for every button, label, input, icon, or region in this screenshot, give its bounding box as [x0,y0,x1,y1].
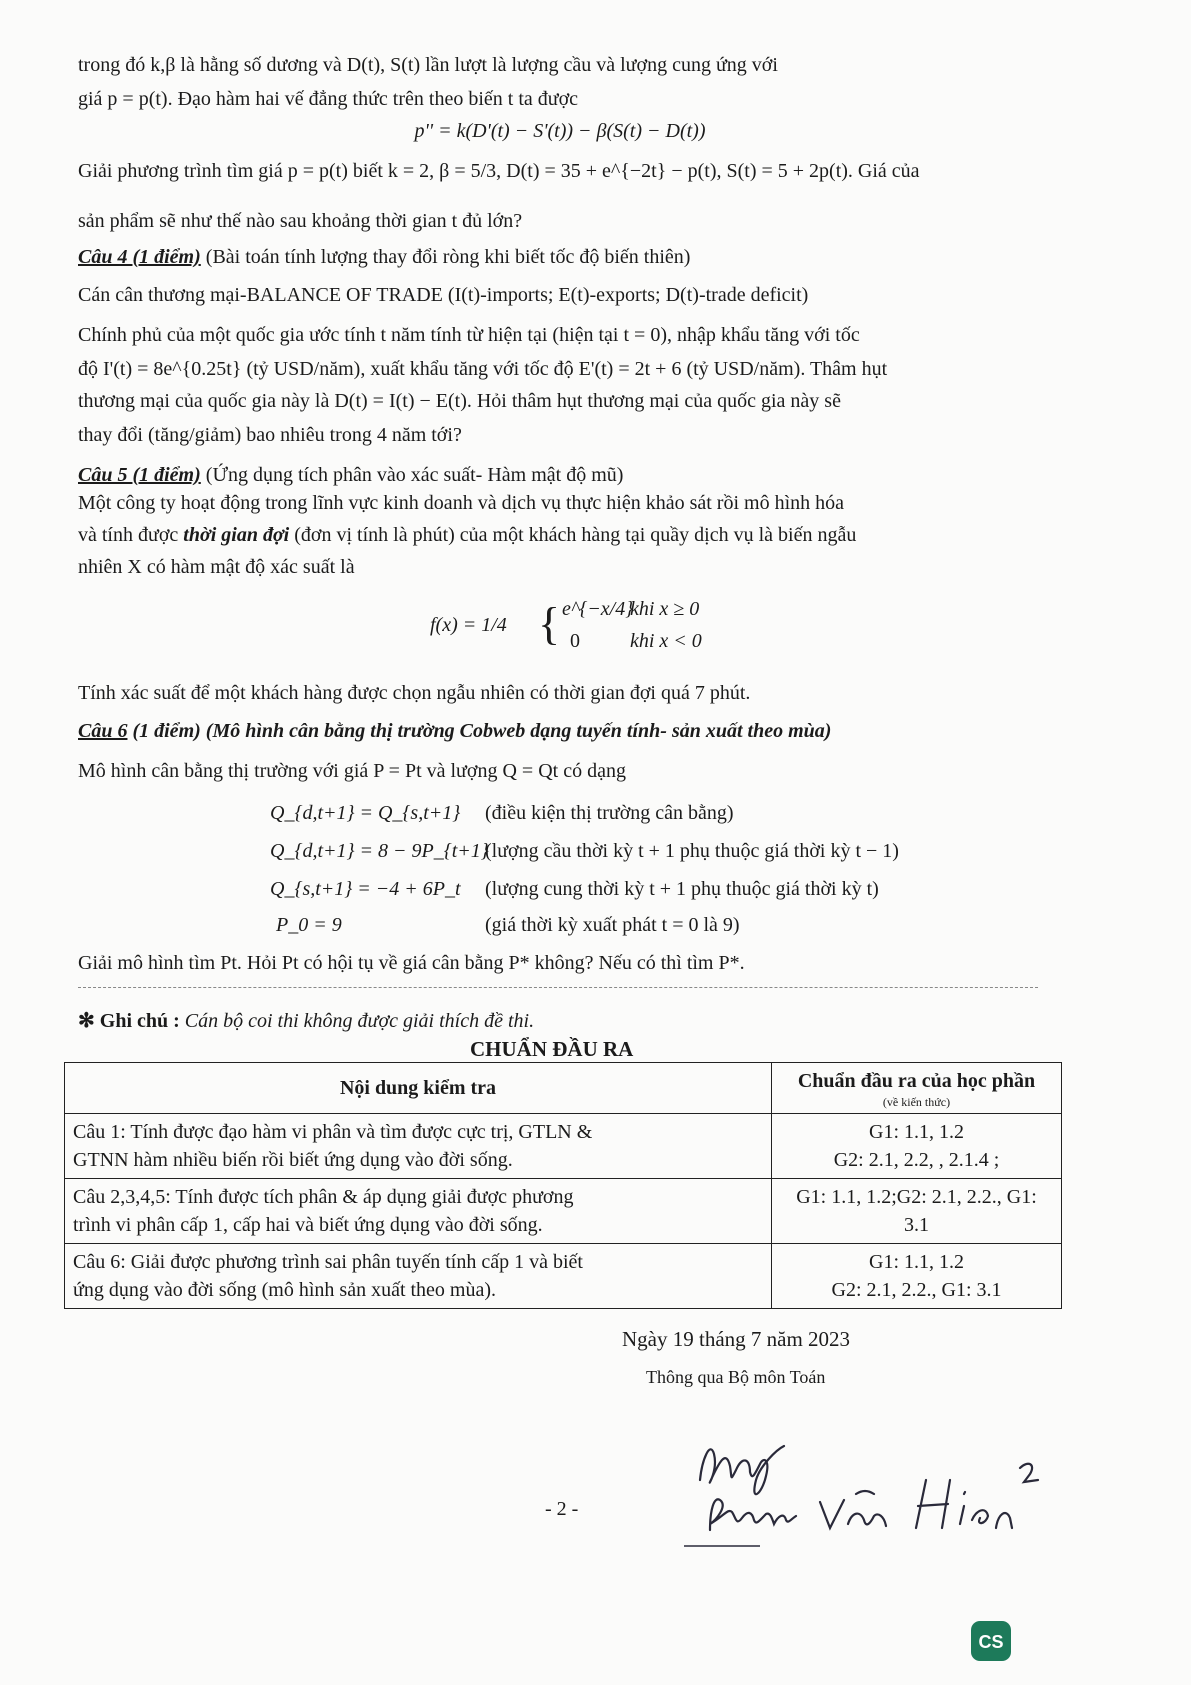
note-text: Cán bộ coi thi không được giải thích đề thi. [184,1010,535,1032]
signature-icon [680,1420,1060,1550]
cell-line: ứng dụng vào đời sống (mô hình sản xuất theo mùa). [73,1279,497,1301]
divider [78,987,1038,988]
table-row [65,1179,1062,1244]
density-case-2-cond: khi x < 0 [630,630,702,652]
cell-line: G2: 2.1, 2.2., G1: 3.1 [831,1279,1002,1301]
table-cell-outcome [772,1179,1062,1244]
text-line: Giải mô hình tìm Pt. Hỏi Pt có hội tụ về giá cân bằng P* không? Nếu có thì tìm P*. [78,952,745,974]
equation: Q_{d,t+1} = Q_{s,t+1} [270,802,461,824]
emphasis: thời gian đợi [183,524,290,546]
text-line: Một công ty hoạt động trong lĩnh vực kinh doanh và dịch vụ thực hiện khảo sát rồi mô hình hóa [78,492,845,514]
text-part: và tính được [78,524,184,546]
question-label: Câu 6 [78,720,128,742]
question-label: Câu 5 (1 điểm) [78,464,201,486]
cell-line: Câu 2,3,4,5: Tính được tích phân & áp dụng giải được phương [73,1186,574,1208]
question-6-heading [78,718,831,744]
equation: Q_{s,t+1} = −4 + 6P_t [270,878,461,900]
table-row [65,1114,1062,1179]
text-line: thương mại của quốc gia này là D(t) = I(t) − E(t). Hỏi thâm hụt thương mại của quốc gia này sẽ [78,390,841,412]
density-lhs: f(x) = 1/4 [430,614,507,636]
exam-note [78,1008,534,1034]
equation-note: (điều kiện thị trường cân bằng) [485,802,734,824]
cell-line: G1: 1.1, 1.2 [869,1121,964,1143]
cell-line: Câu 6: Giải được phương trình sai phân tuyến tính cấp 1 và biết [73,1251,583,1273]
camscanner-logo-icon [970,1620,1012,1662]
cell-line: Câu 1: Tính được đạo hàm vi phân và tìm được cực trị, GTLN & [73,1121,593,1143]
cell-line: GTNN hàm nhiều biến rồi biết ứng dụng vào đời sống. [73,1149,513,1171]
table-cell-content [65,1244,772,1309]
table-cell-content [65,1179,772,1244]
density-function [430,592,730,662]
approval-line: Thông qua Bộ môn Toán [646,1367,826,1387]
cell-line: G2: 2.1, 2.2, , 2.1.4 ; [833,1149,1000,1171]
text-line: nhiên X có hàm mật độ xác suất là [78,556,355,578]
text-line: Chính phủ của một quốc gia ước tính t năm tính từ hiện tại (hiện tại t = 0), nhập khẩu tăng với tốc [78,324,860,346]
density-case-2: 0 [570,630,580,652]
page-number: - 2 - [545,1498,579,1520]
text-line: độ I'(t) = 8e^{0.25t} (tỷ USD/năm), xuất khẩu tăng với tốc độ E'(t) = 2t + 6 (tỷ USD/năm). Thâm hụt [78,358,888,380]
outcome-title: CHUẨN ĐẦU RA [470,1037,634,1061]
cell-line: trình vi phân cấp 1, cấp hai và biết ứng dụng vào đời sống. [73,1214,543,1236]
cell-line: 3.1 [904,1214,929,1236]
question-4-heading [78,244,690,270]
density-case-1: e^{−x/4} [562,598,634,620]
header-outcome [772,1063,1062,1114]
text-line: sản phẩm sẽ như thế nào sau khoảng thời gian t đủ lớn? [78,210,523,232]
table-cell-content [65,1114,772,1179]
equation-note: (lượng cung thời kỳ t + 1 phụ thuộc giá thời kỳ t) [485,878,879,900]
text-line: Mô hình cân bằng thị trường với giá P = Pt và lượng Q = Qt có dạng [78,760,626,782]
text-line: Tính xác suất để một khách hàng được chọn ngẫu nhiên có thời gian đợi quá 7 phút. [78,682,751,704]
cell-line: G1: 1.1, 1.2;G2: 2.1, 2.2., G1: [796,1186,1037,1208]
question-topic: (Ứng dụng tích phân vào xác suất- Hàm mật độ mũ) [205,464,624,486]
density-case-1-cond: khi x ≥ 0 [630,598,700,620]
equation: Q_{d,t+1} = 8 − 9P_{t+1} [270,840,489,862]
question-topic: (Bài toán tính lượng thay đổi ròng khi biết tốc độ biến thiên) [205,246,691,268]
table-row [65,1244,1062,1309]
equation: P_0 = 9 [276,914,342,936]
text-line: thay đổi (tăng/giảm) bao nhiêu trong 4 năm tới? [78,424,462,446]
question-topic: (1 điểm) (Mô hình cân bằng thị trường Cobweb dạng tuyến tính- sản xuất theo mùa) [132,720,832,742]
text-line: giá p = p(t). Đạo hàm hai vế đẳng thức trên theo biến t ta được [78,88,579,110]
question-label: Câu 4 (1 điểm) [78,246,201,268]
note-label: ✻ Ghi chú : [78,1010,180,1032]
text-part: (đơn vị tính là phút) của một khách hàng tại quầy dịch vụ là biến ngẫu [289,524,857,546]
cell-line: G1: 1.1, 1.2 [869,1251,964,1273]
date-line: Ngày 19 tháng 7 năm 2023 [622,1327,851,1351]
equation-note: (giá thời kỳ xuất phát t = 0 là 9) [485,914,740,936]
text-line: Giải phương trình tìm giá p = p(t) biết k = 2, β = 5/3, D(t) = 35 + e^{−2t} − p(t), S(t) = 5 + 2p(t). Giá của [78,160,920,182]
header-outcome-label: Chuẩn đầu ra của học phần [797,1070,1036,1092]
svg-text:CS: CS [978,1632,1004,1652]
header-content: Nội dung kiểm tra [65,1063,772,1114]
outcome-table [64,1062,1062,1309]
text-line: trong đó k,β là hằng số dương và D(t), S(t) lần lượt là lượng cầu và lượng cung ứng với [78,54,778,76]
text-line [78,522,856,548]
table-cell-outcome [772,1114,1062,1179]
table-header-row [65,1063,1062,1114]
header-outcome-sub: (về kiến thức) [882,1095,951,1109]
equation: p'' = k(D'(t) − S'(t)) − β(S(t) − D(t)) [414,120,706,142]
equation-note: (lượng cầu thời kỳ t + 1 phụ thuộc giá thời kỳ t − 1) [485,840,899,862]
text-line: Cán cân thương mại-BALANCE OF TRADE (I(t)-imports; E(t)-exports; D(t)-trade deficit) [78,284,809,306]
brace: { [538,598,561,649]
question-5-heading [78,462,623,488]
table-cell-outcome [772,1244,1062,1309]
